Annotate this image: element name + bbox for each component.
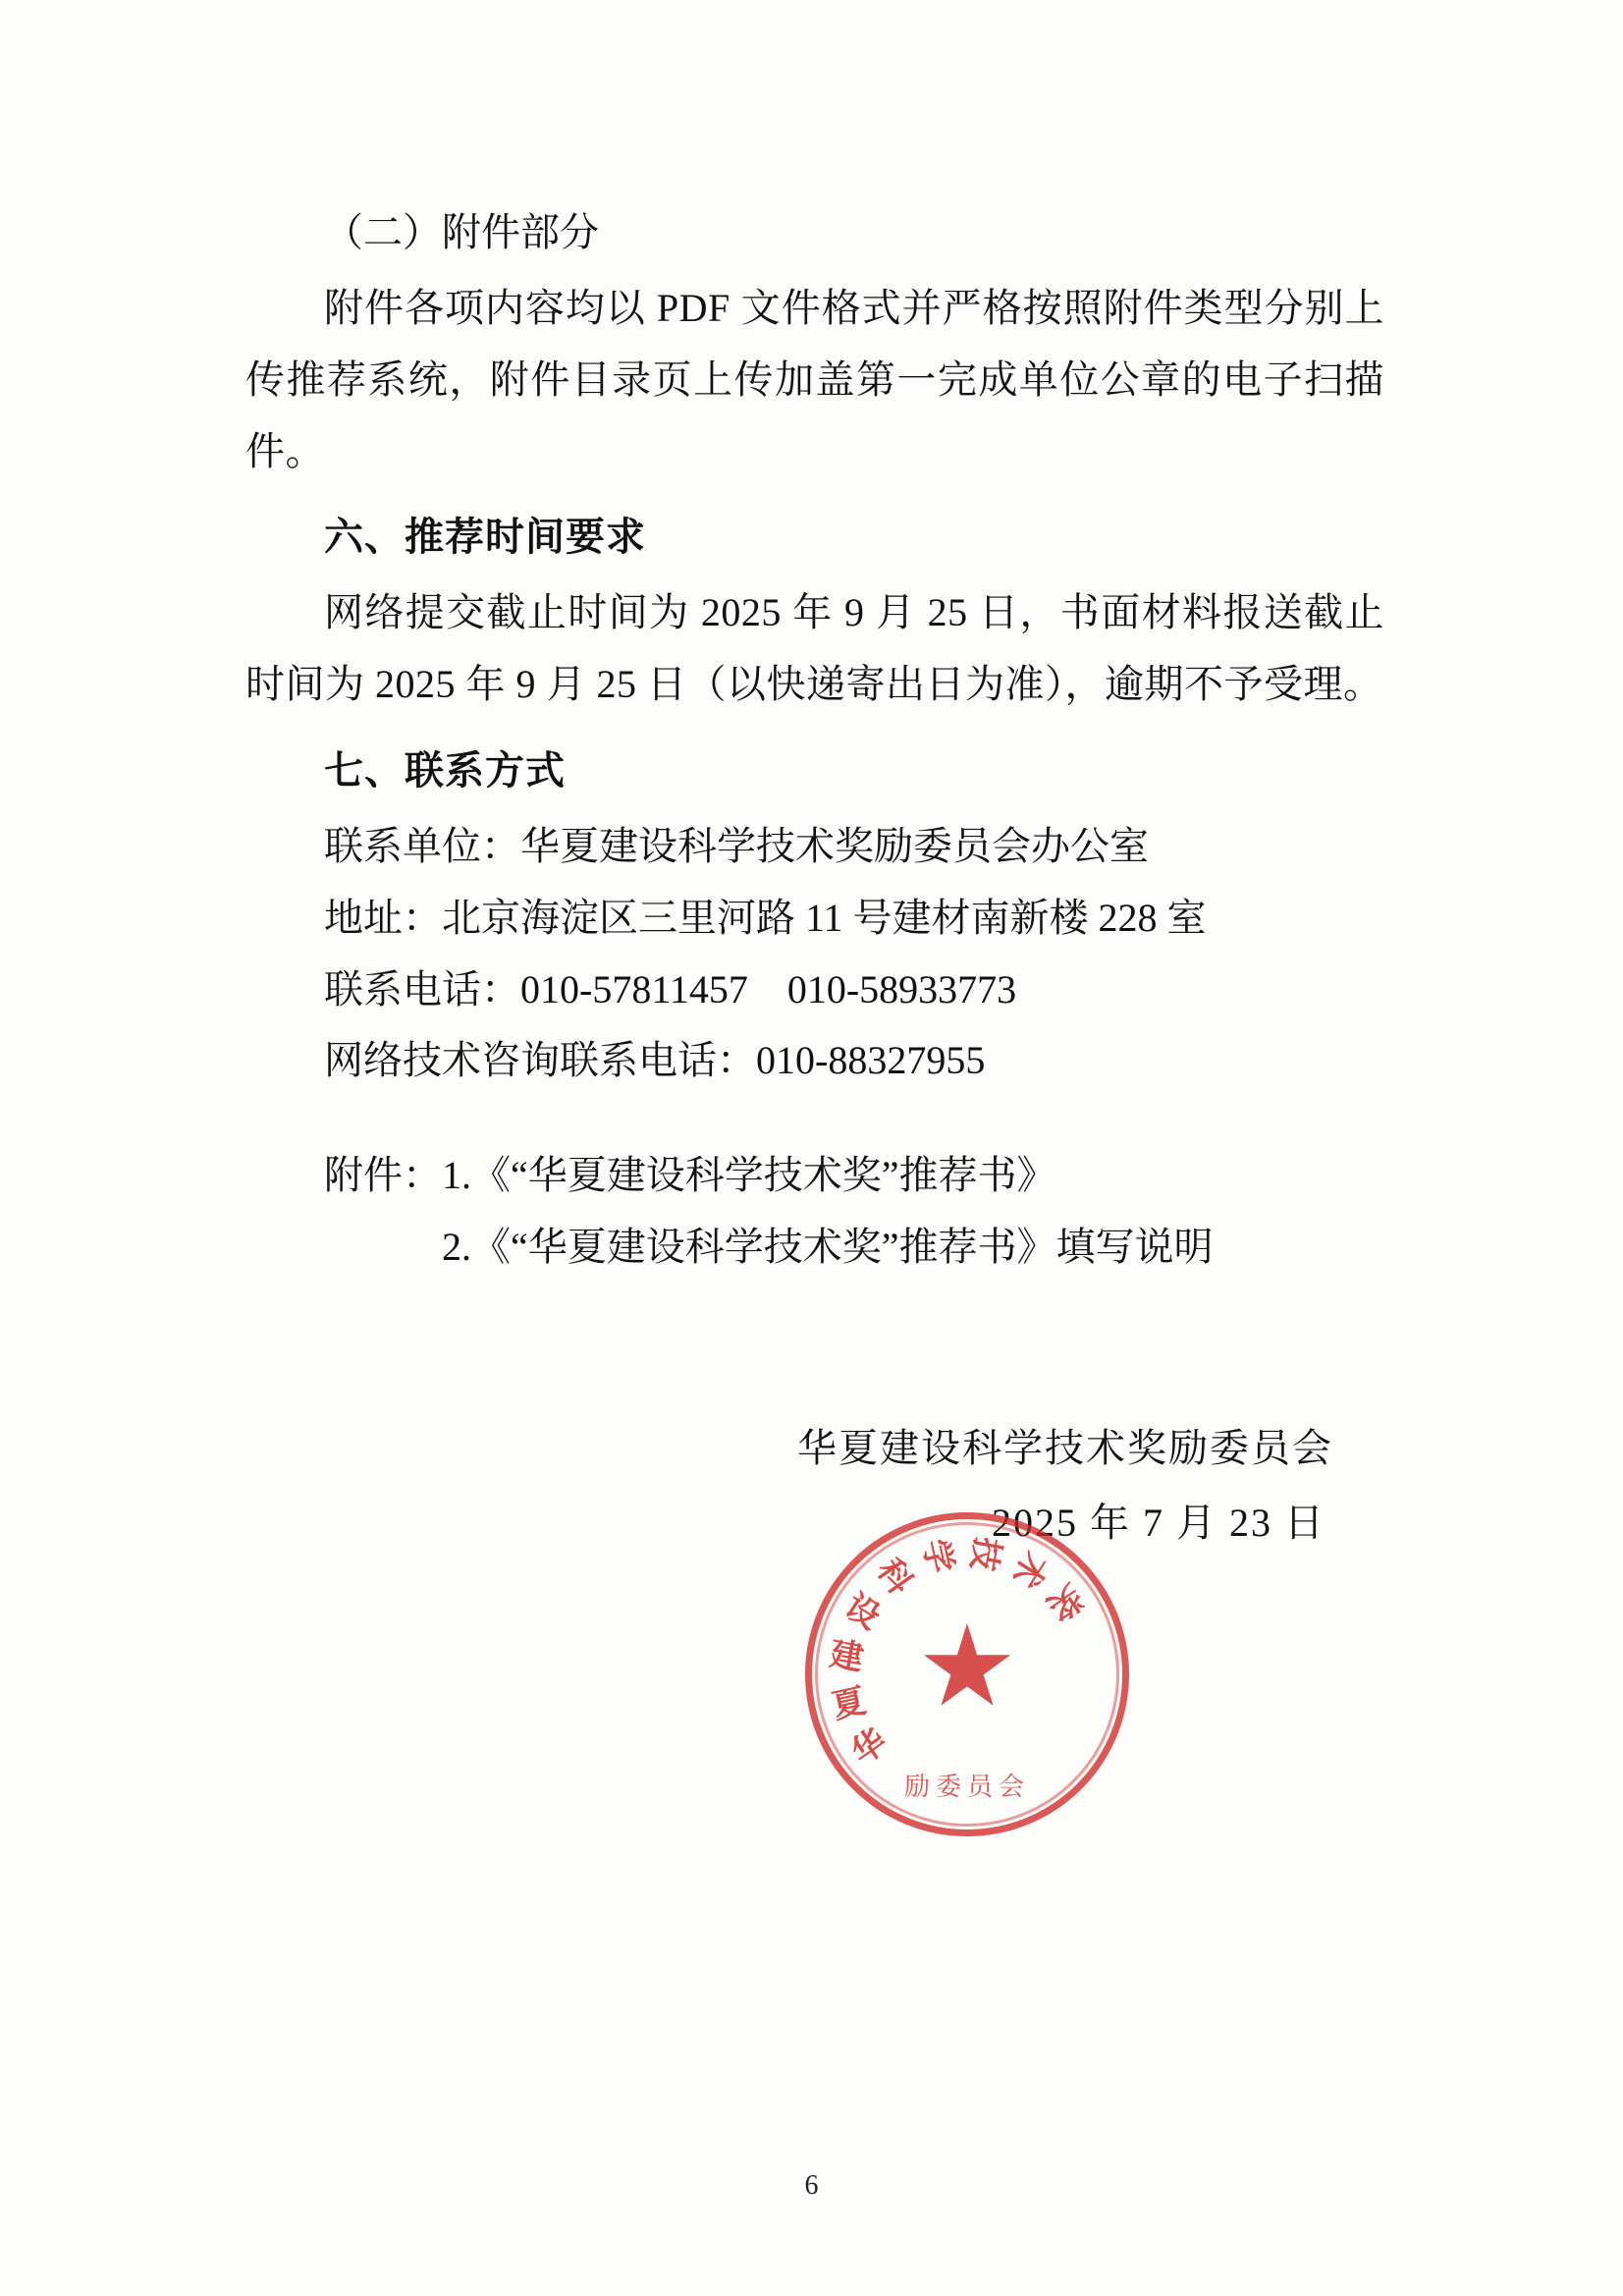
seal-arc-text: 华 夏 建 设 科 学 技 术 奖 xyxy=(827,1534,1090,1774)
signature-date: 2025 年 7 月 23 日 xyxy=(992,1500,1325,1545)
spacer xyxy=(245,1097,1384,1140)
signature-organization: 华夏建设科学技术奖励委员会 xyxy=(797,1425,1333,1470)
contact-tech-support: 网络技术咨询联系电话：010-88327955 xyxy=(324,1038,986,1083)
section-six-body: 网络提交截止时间为 2025 年 9 月 25 日，书面材料报送截止时间为 2025 年 9 月 25 日（以快递寄出日为准），逾期不予受理。 xyxy=(245,590,1384,707)
section-six-heading: 六、推荐时间要求 xyxy=(324,515,646,561)
section-seven-heading: 七、联系方式 xyxy=(324,747,566,793)
seal-bottom-text: 励委员会 xyxy=(903,1773,1030,1802)
seal-outer-ring xyxy=(805,1512,1129,1836)
attachment-item-1: 附件：1.《“华夏建设科学技术奖”推荐书》 xyxy=(324,1153,1056,1198)
contact-unit: 联系单位：华夏建设科学技术奖励委员会办公室 xyxy=(324,823,1149,868)
document-body xyxy=(245,196,1384,1560)
page-number: 6 xyxy=(804,2170,819,2201)
signature-block xyxy=(245,1411,1384,1560)
seal-inner-ring xyxy=(815,1522,1119,1827)
attachment-part-body: 附件各项内容均以 PDF 文件格式并严格按照附件类型分别上传推荐系统，附件目录页上传加盖第一完成单位公章的电子扫描件。 xyxy=(245,286,1384,473)
attachment-item-2: 2.《“华夏建设科学技术奖”推荐书》填写说明 xyxy=(442,1224,1214,1269)
attachment-part-heading: （二）附件部分 xyxy=(324,210,599,254)
official-seal-stamp xyxy=(805,1512,1129,1836)
seal-star-icon xyxy=(922,1623,1012,1714)
contact-address: 地址：北京海淀区三里河路 11 号建材南新楼 228 室 xyxy=(324,895,1207,940)
contact-phone: 联系电话：010-57811457 010-58933773 xyxy=(324,966,1017,1011)
